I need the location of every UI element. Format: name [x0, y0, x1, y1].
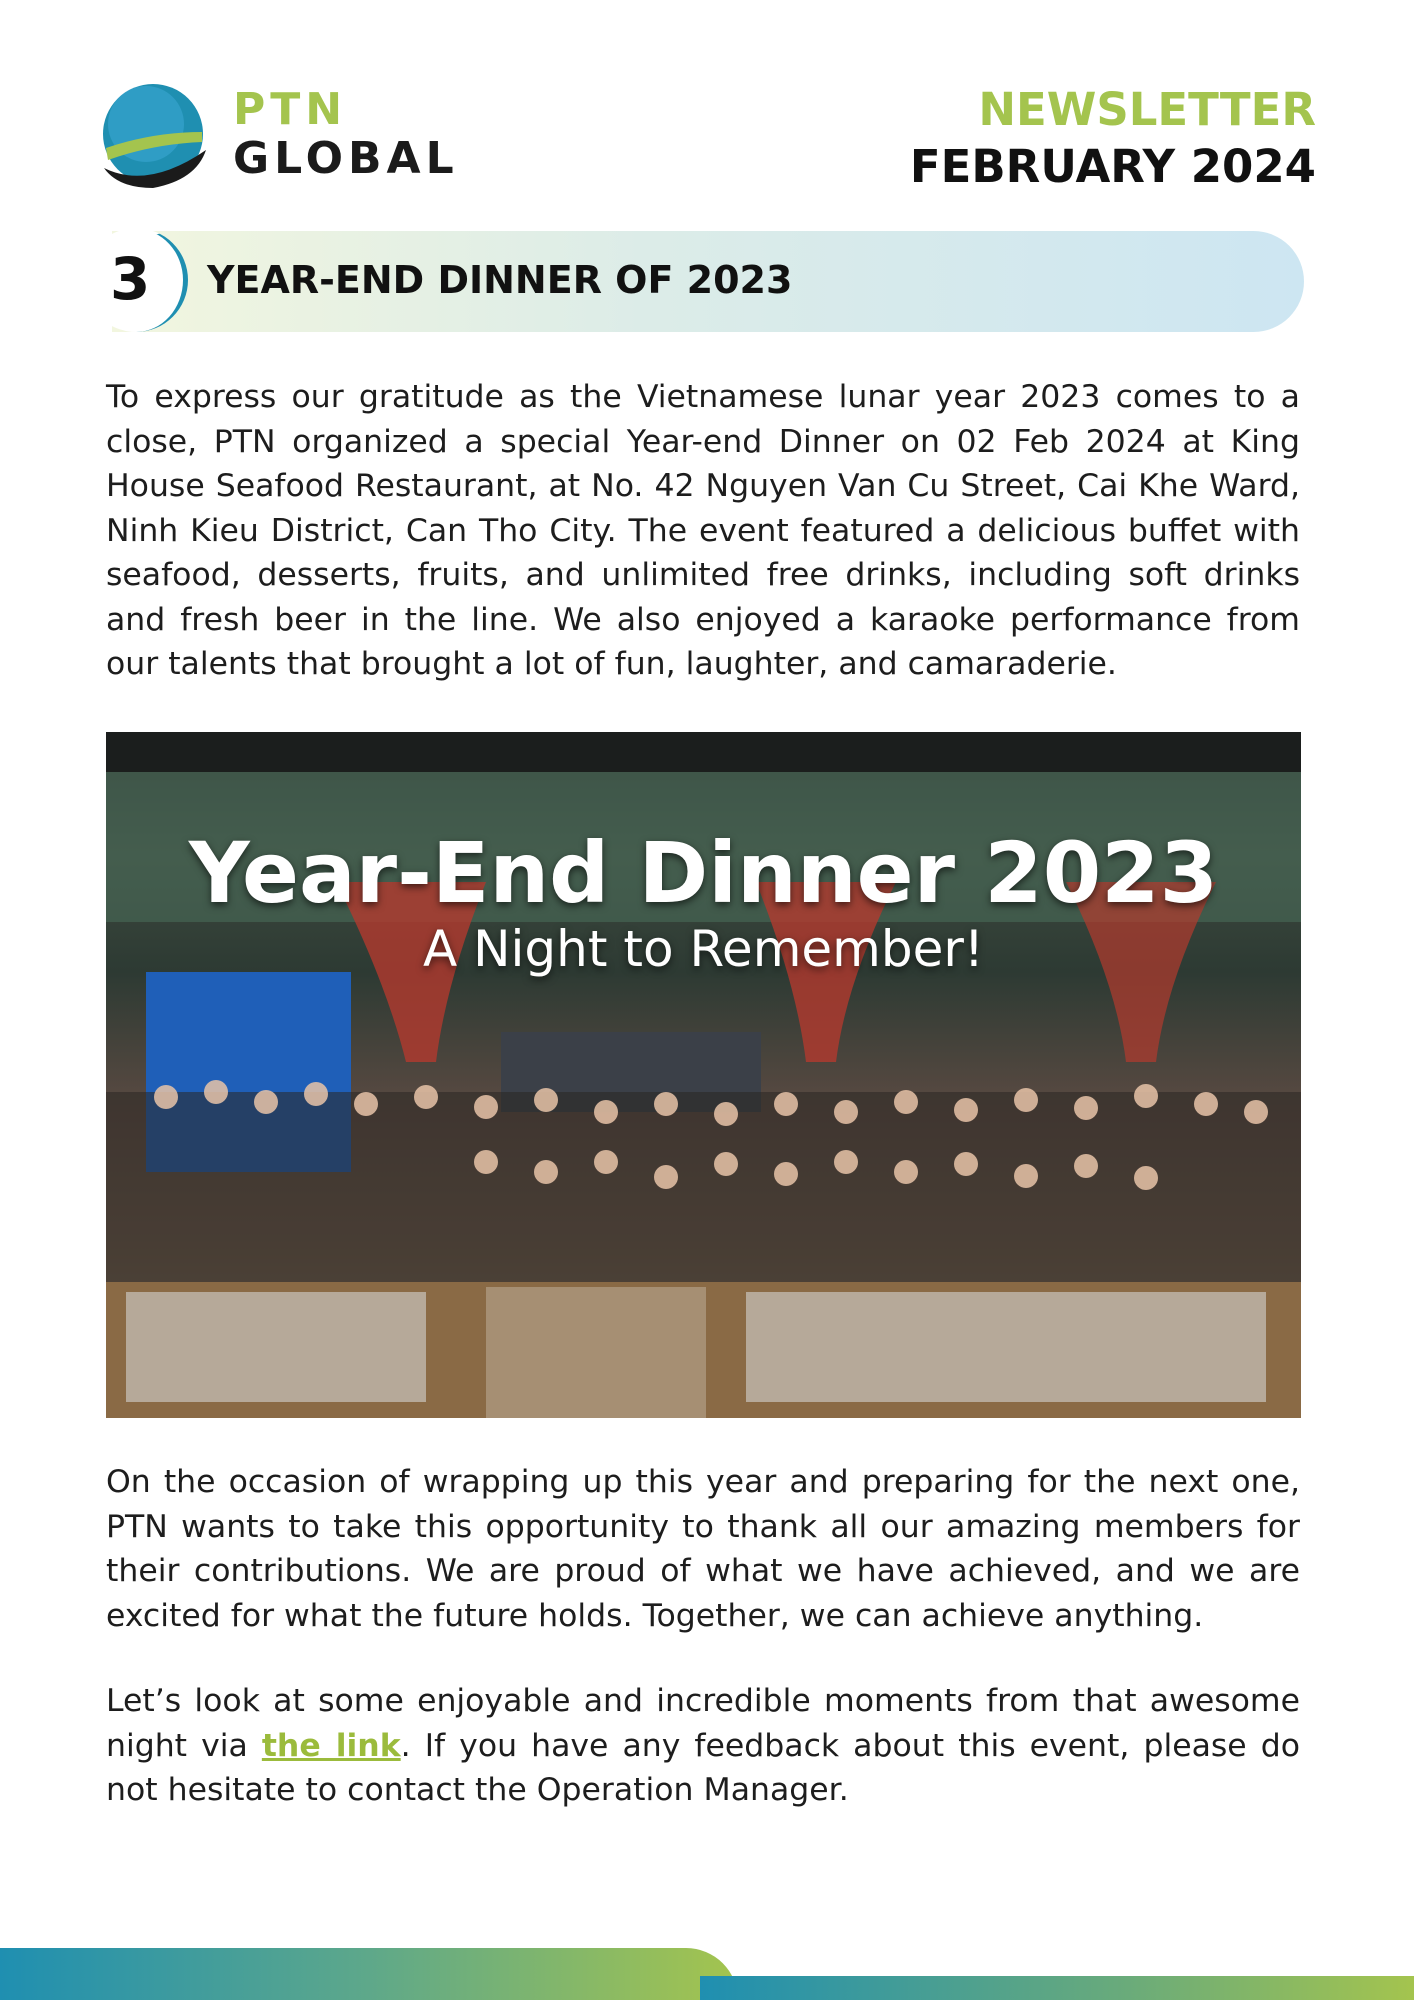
ptn-globe-logo [98, 80, 208, 195]
brand-line-1: PTN [233, 84, 348, 135]
photo-title: Year-End Dinner 2023 [188, 824, 1219, 922]
closing-text-before: Let’s look at some enjoyable and incredible moments from that awesome night via [106, 1683, 1300, 1764]
footer-bar-left [0, 1948, 738, 2000]
section-number: 3 [110, 245, 151, 313]
event-photo [106, 732, 1301, 1418]
newsletter-header [910, 82, 1316, 196]
section-title: YEAR-END DINNER OF 2023 [207, 258, 793, 302]
newsletter-label: NEWSLETTER [978, 83, 1316, 136]
footer-bar-right [700, 1976, 1414, 2000]
photos-link[interactable]: the link [261, 1727, 401, 1764]
brand-line-2: GLOBAL [233, 133, 459, 184]
closing-text-after: . If you have any feedback about this event, please do not hesitate to contact the Operation Manager. [106, 1727, 1300, 1808]
closing-paragraph [106, 1679, 1300, 1813]
intro-paragraph: To express our gratitude as the Vietnamese lunar year 2023 comes to a close, PTN organized a special Year-end Dinner on 02 Feb 2024 at King House Seafood Restaurant, at No. 42 Nguyen Van Cu Street, Cai Khe Ward, Ninh Kieu District, Can Tho City. The event featured a delicious buffet with seafood, desserts, fruits, and unlimited free drinks, including soft drinks and fresh beer in the line. We also enjoyed a karaoke performance from our talents that brought a lot of fun, laughter, and camaraderie. [106, 379, 1300, 682]
brand-name [233, 86, 459, 184]
thanks-paragraph: On the occasion of wrapping up this year and preparing for the next one, PTN wants to take this opportunity to thank all our amazing members for their contributions. We are proud of what we have achieved, and we are excited for what the future holds. Together, we can achieve anything. [106, 1464, 1300, 1634]
newsletter-issue: FEBRUARY 2024 [909, 140, 1316, 193]
photo-subtitle: A Night to Remember! [423, 920, 984, 978]
